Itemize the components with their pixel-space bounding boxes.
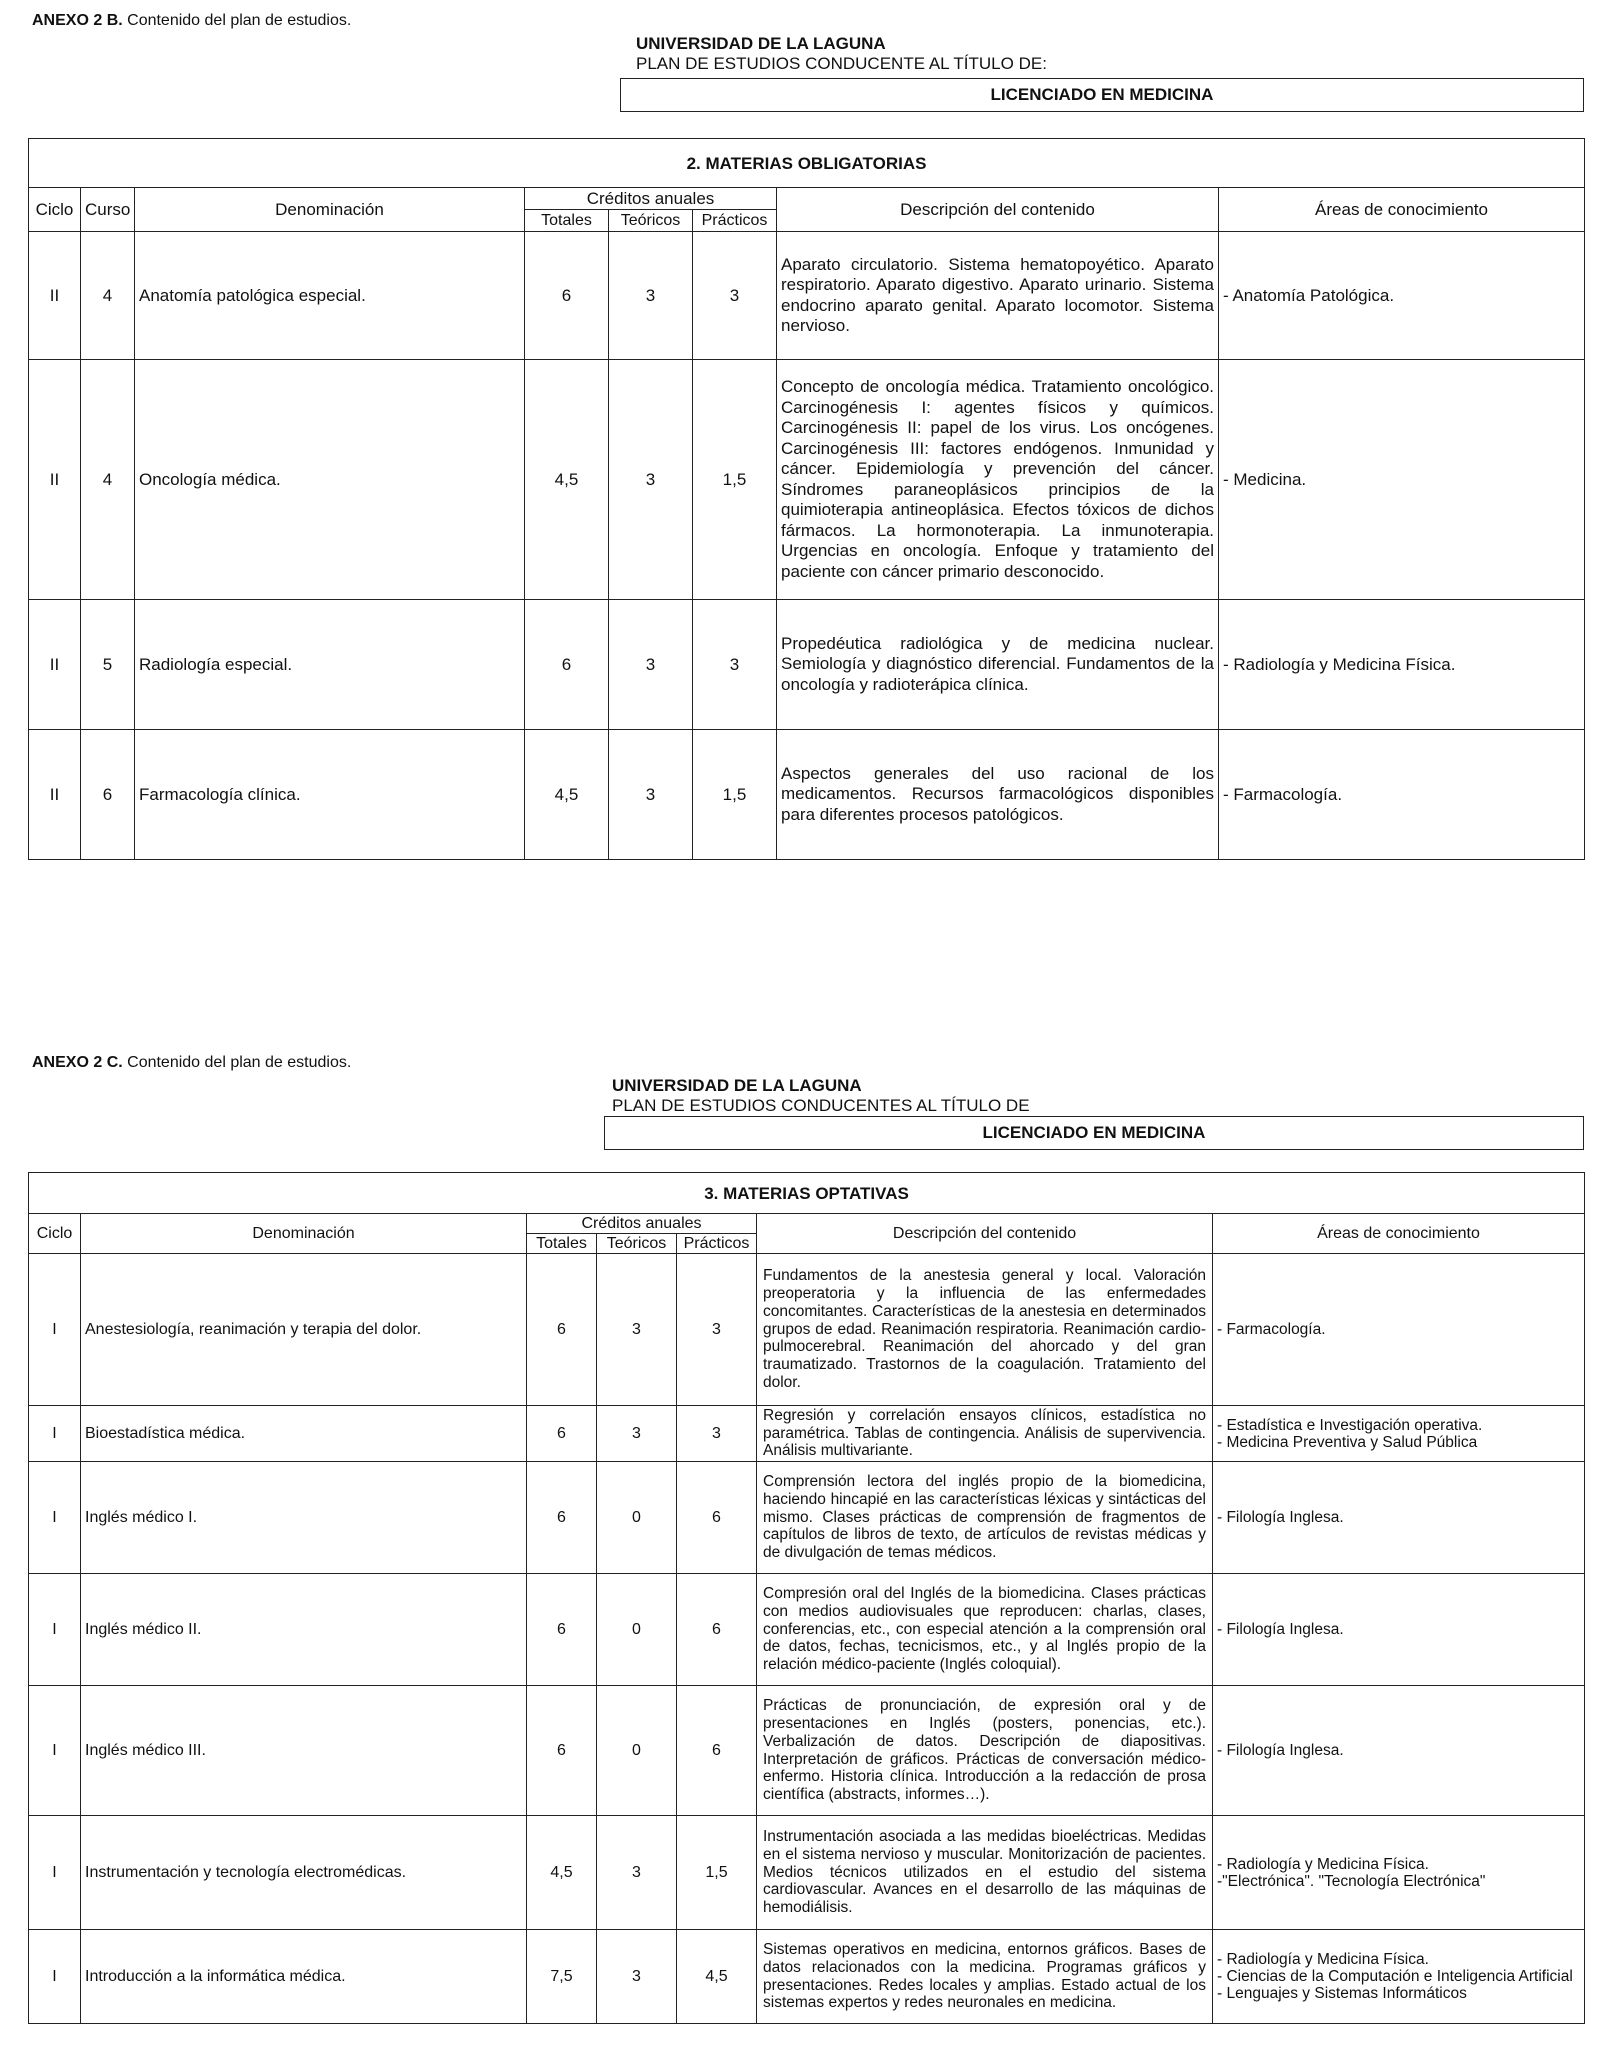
cell-descripcion: Instrumentación asociada a las medidas bioeléctricas. Medidas en el sistema nervioso y muscular. Monitorización de pacientes. Medios técnicos utilizados en el estudio del sistema cardiovascular. Avances en el desarrollo de las máquinas de hemodiálisis. [757,1816,1213,1930]
cell-ciclo: II [29,730,81,860]
cell-ciclo: I [29,1686,81,1816]
cell-totales: 6 [525,232,609,360]
table-materias-optativas [28,1172,1585,2024]
table-materias-obligatorias [28,138,1585,860]
area-item: - Medicina. [1223,470,1307,489]
cell-curso: 6 [81,730,135,860]
cell-teoricos: 3 [609,600,693,730]
cell-teoricos: 3 [597,1930,677,2024]
cell-totales: 6 [527,1254,597,1406]
cell-denominacion: Instrumentación y tecnología electromédicas. [81,1816,527,1930]
col-header-totales: Totales [527,1234,597,1254]
annex-b-header [636,34,1047,74]
col-header-areas: Áreas de conocimiento [1219,188,1585,232]
cell-totales: 6 [527,1574,597,1686]
area-item: - Anatomía Patológica. [1223,286,1395,305]
col-header-areas: Áreas de conocimiento [1213,1214,1585,1254]
university-name: UNIVERSIDAD DE LA LAGUNA [612,1076,862,1095]
cell-descripcion: Aparato circulatorio. Sistema hematopoyético. Aparato respiratorio. Aparato digestivo. Aparato urinario. Sistema endocrino aparato genital. Aparato locomotor. Sistema nervioso. [777,232,1219,360]
cell-teoricos: 0 [597,1574,677,1686]
cell-descripcion: Aspectos generales del uso racional de los medicamentos. Recursos farmacológicos disponibles para diferentes procesos patológicos. [777,730,1219,860]
cell-ciclo: I [29,1254,81,1406]
cell-totales: 4,5 [525,730,609,860]
col-header-totales: Totales [525,210,609,232]
annex-c-header [612,1076,1030,1116]
area-item: - Filología Inglesa. [1217,1621,1344,1638]
cell-descripcion: Comprensión lectora del inglés propio de la biomedicina, haciendo hincapié en las características léxicas y sintácticas del mismo. Clases prácticas de comprensión de fragmentos de capítulos de libros de texto, de artículos de revistas médicas y de divulgación de temas médicos. [757,1462,1213,1574]
col-header-denominacion: Denominación [135,188,525,232]
cell-areas [1219,730,1585,860]
cell-ciclo: II [29,232,81,360]
cell-descripcion: Prácticas de pronunciación, de expresión oral y de presentaciones en Inglés (posters, ponencias, etc.). Verbalización de datos. Descripción de diapositivas. Interpretación de gráficos. Prácticas de conversación médico-enfermo. Historia clínica. Introducción a la redacción de prosa científica (abstracts, informes…). [757,1686,1213,1816]
area-item: -"Electrónica". "Tecnología Electrónica" [1217,1872,1486,1890]
cell-ciclo: I [29,1816,81,1930]
col-header-descripcion: Descripción del contenido [777,188,1219,232]
degree-title: LICENCIADO EN MEDICINA [604,1116,1584,1150]
annex-b-label: ANEXO 2 B. Contenido del plan de estudios. [32,12,352,29]
cell-descripcion: Compresión oral del Inglés de la biomedicina. Clases prácticas con medios audiovisuales que reproducen: charlas, clases, conferencias, etc., con especial atención a la comprensión oral de datos, fechas, tecnicismos, etc., y al Inglés propio de la relación médico-paciente (Inglés coloquial). [757,1574,1213,1686]
cell-areas [1213,1930,1585,2024]
cell-ciclo: I [29,1462,81,1574]
col-header-denominacion: Denominación [81,1214,527,1254]
cell-areas [1213,1254,1585,1406]
cell-teoricos: 3 [609,232,693,360]
cell-practicos: 3 [693,600,777,730]
cell-totales: 6 [527,1686,597,1816]
cell-denominacion: Anestesiología, reanimación y terapia del dolor. [81,1254,527,1406]
plan-text: PLAN DE ESTUDIOS CONDUCENTES AL TÍTULO DE [612,1096,1030,1115]
cell-totales: 4,5 [525,360,609,600]
table-row [29,730,1585,860]
cell-denominacion: Anatomía patológica especial. [135,232,525,360]
cell-descripcion: Propedéutica radiológica y de medicina nuclear. Semiología y diagnóstico diferencial. Fundamentos de la oncología y radioterápica clínica. [777,600,1219,730]
table-row [29,1686,1585,1816]
section-title: 2. MATERIAS OBLIGATORIAS [29,139,1585,188]
area-item: - Radiología y Medicina Física. [1223,655,1456,674]
section-title: 3. MATERIAS OPTATIVAS [29,1173,1585,1214]
cell-practicos: 1,5 [677,1816,757,1930]
cell-areas [1213,1462,1585,1574]
area-item: - Filología Inglesa. [1217,1742,1344,1759]
cell-curso: 4 [81,360,135,600]
cell-curso: 5 [81,600,135,730]
cell-descripcion: Sistemas operativos en medicina, entornos gráficos. Bases de datos relacionados con la medicina. Programas gráficos y presentaciones. Redes locales y amplias. Estado actual de los sistemas expertos y redes neuronales en medicina. [757,1930,1213,2024]
cell-areas [1213,1816,1585,1930]
cell-areas [1219,232,1585,360]
area-item: - Estadística e Investigación operativa. [1217,1416,1483,1434]
cell-practicos: 6 [677,1462,757,1574]
cell-practicos: 6 [677,1574,757,1686]
cell-totales: 4,5 [527,1816,597,1930]
col-header-creditos: Créditos anuales [527,1214,757,1234]
table-row [29,1574,1585,1686]
cell-denominacion: Oncología médica. [135,360,525,600]
cell-descripcion: Fundamentos de la anestesia general y local. Valoración preoperatoria y la influencia de las enfermedades concomitantes. Características de la anestesia en determinados grupos de edad. Reanimación respiratoria. Reanimación cardio-pulmocerebral. Reanimación del ahorcado y del gran traumatizado. Trastornos de la coagulación. Tratamiento del dolor. [757,1254,1213,1406]
cell-ciclo: II [29,600,81,730]
cell-ciclo: II [29,360,81,600]
col-header-creditos: Créditos anuales [525,188,777,210]
cell-teoricos: 3 [609,730,693,860]
col-header-descripcion: Descripción del contenido [757,1214,1213,1254]
cell-denominacion: Radiología especial. [135,600,525,730]
degree-title: LICENCIADO EN MEDICINA [620,78,1584,112]
cell-areas [1213,1574,1585,1686]
table-row [29,1816,1585,1930]
cell-teoricos: 0 [597,1462,677,1574]
cell-denominacion: Bioestadística médica. [81,1406,527,1462]
table-row [29,360,1585,600]
cell-ciclo: I [29,1406,81,1462]
cell-descripcion: Concepto de oncología médica. Tratamiento oncológico. Carcinogénesis I: agentes físicos y químicos. Carcinogénesis II: papel de los virus. Los oncógenes. Carcinogénesis III: factores endógenos. Inmunidad y cáncer. Epidemiología y prevención del cáncer. Síndromes paraneoplásicos principios de la quimioterapia antineoplásica. Efectos tóxicos de dichos fármacos. La hormonoterapia. La inmunoterapia. Urgencias en oncología. Enfoque y tratamiento del paciente con cáncer primario desconocido. [777,360,1219,600]
area-item: - Radiología y Medicina Física. [1217,1855,1429,1873]
annex-c-label: ANEXO 2 C. Contenido del plan de estudios. [32,1054,352,1071]
cell-denominacion: Farmacología clínica. [135,730,525,860]
cell-teoricos: 3 [609,360,693,600]
cell-teoricos: 3 [597,1406,677,1462]
cell-teoricos: 0 [597,1686,677,1816]
area-item: - Farmacología. [1217,1321,1326,1338]
university-name: UNIVERSIDAD DE LA LAGUNA [636,34,886,53]
cell-denominacion: Introducción a la informática médica. [81,1930,527,2024]
cell-denominacion: Inglés médico II. [81,1574,527,1686]
col-header-practicos: Prácticos [693,210,777,232]
cell-practicos: 1,5 [693,360,777,600]
cell-practicos: 6 [677,1686,757,1816]
cell-practicos: 4,5 [677,1930,757,2024]
area-item: - Ciencias de la Computación e Inteligencia Artificial [1217,1968,1573,1985]
cell-curso: 4 [81,232,135,360]
cell-areas [1219,360,1585,600]
table-row [29,232,1585,360]
area-item: - Medicina Preventiva y Salud Pública [1217,1433,1478,1451]
area-item: - Filología Inglesa. [1217,1509,1344,1526]
cell-areas [1213,1406,1585,1462]
cell-totales: 6 [527,1462,597,1574]
cell-practicos: 3 [693,232,777,360]
cell-denominacion: Inglés médico III. [81,1686,527,1816]
cell-ciclo: I [29,1574,81,1686]
col-header-ciclo: Ciclo [29,188,81,232]
area-item: - Radiología y Medicina Física. [1217,1951,1429,1968]
cell-totales: 6 [527,1406,597,1462]
table-row [29,1406,1585,1462]
cell-areas [1213,1686,1585,1816]
cell-denominacion: Inglés médico I. [81,1462,527,1574]
cell-totales: 6 [525,600,609,730]
cell-descripcion: Regresión y correlación ensayos clínicos, estadística no paramétrica. Tablas de contingencia. Análisis de supervivencia. Análisis multivariante. [757,1406,1213,1462]
plan-text: PLAN DE ESTUDIOS CONDUCENTE AL TÍTULO DE: [636,54,1047,73]
col-header-curso: Curso [81,188,135,232]
col-header-practicos: Prácticos [677,1234,757,1254]
col-header-teoricos: Teóricos [609,210,693,232]
table-row [29,600,1585,730]
col-header-teoricos: Teóricos [597,1234,677,1254]
table-row [29,1254,1585,1406]
area-item: - Farmacología. [1223,785,1343,804]
col-header-ciclo: Ciclo [29,1214,81,1254]
table-row [29,1930,1585,2024]
cell-teoricos: 3 [597,1254,677,1406]
cell-practicos: 1,5 [693,730,777,860]
area-item: - Lenguajes y Sistemas Informáticos [1217,1985,1467,2002]
cell-areas [1219,600,1585,730]
cell-practicos: 3 [677,1406,757,1462]
cell-totales: 7,5 [527,1930,597,2024]
cell-practicos: 3 [677,1254,757,1406]
table-row [29,1462,1585,1574]
cell-ciclo: I [29,1930,81,2024]
cell-teoricos: 3 [597,1816,677,1930]
